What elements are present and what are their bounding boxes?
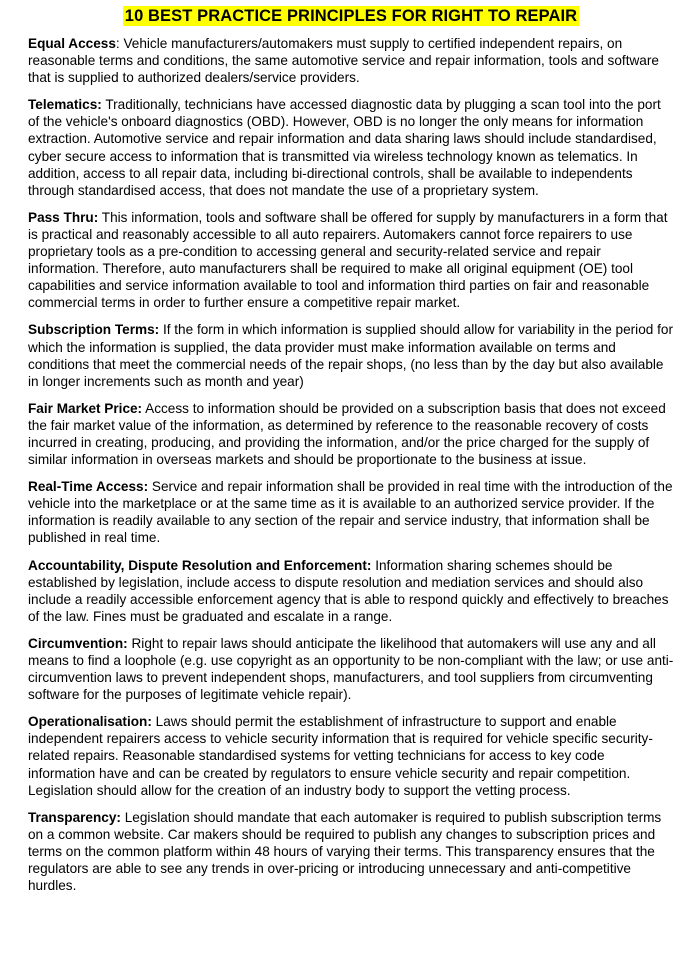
principle-text: Legislation should mandate that each automaker is required to publish subscription terms on a common website. Car makers should be required to publish any changes to subscription prices and terms on the common platform within 48 hours of varying their terms. This transparency ensures that the regulators are able to see any trends in over-pricing or introducing unnecessary and anti-competitive hurdles. [28,809,662,894]
principle-operationalisation [28,713,674,798]
principle-equal-access [28,35,674,86]
principle-text: Right to repair laws should anticipate the likelihood that automakers will use any and all means to find a loophole (e.g. use copyright as an opportunity to be non-compliant with the law; or use anti-circumvention laws to prevent independent shops, manufacturers, and tool suppliers from circumventing software for the purposes of legitimate vehicle repair). [28,635,674,703]
principle-text: This information, tools and software shall be offered for supply by manufacturers in a form that is practical and reasonably accessible to all auto repairers. Automakers cannot force repairers to use proprietary tools as a pre-condition to accessing general and security-related service and repair information. Therefore, auto manufacturers shall be required to make all original equipment (OE) tool capabilities and service information available to tool and information third parties on fair and reasonable commercial terms in order to further ensure a competitive repair market. [28,209,668,311]
principle-subscription-terms [28,321,674,389]
principle-term: Real-Time Access: [28,479,149,495]
principle-accountability [28,557,674,625]
principle-transparency [28,809,674,894]
principle-text: Traditionally, technicians have accessed diagnostic data by plugging a scan tool into the port of the vehicle's onboard diagnostics (OBD). However, OBD is no longer the only means for information extraction. Automotive service and repair information and data sharing laws should include standardised, cyber secure access to information that is transmitted via wireless technology known as telematics. In addition, access to all repair data, including bi-directional controls, shall be available to independents through standardised access, that does not mandate the use of a proprietary system. [28,97,661,198]
principle-fair-market-price [28,400,674,468]
principle-text: Vehicle manufacturers/automakers must supply to certified independent repairs, on reasonable terms and conditions, the same automotive service and repair information, tools and software that is supplied to authorized dealers/service providers. [28,36,659,86]
principle-term: Fair Market Price: [28,400,143,416]
document-title: 10 BEST PRACTICE PRINCIPLES FOR RIGHT TO REPAIR [124,7,578,25]
principle-term: Circumvention: [28,635,128,651]
principle-text: If the form in which information is supplied should allow for variability in the period for which the information is supplied, the data provider must make information available on terms and conditions that meet the commercial needs of the repair shops, (no less than by the day but also available in longer increments such as month and year) [28,322,673,389]
principle-text: Service and repair information shall be provided in real time with the introduction of the vehicle into the marketplace or at the same time as it is available to an authorized service provider. If the information is readily available to any section of the repair and service industry, that information shall be published in real time. [28,479,673,546]
principle-text: Information sharing schemes should be established by legislation, include access to dispute resolution and mediation services and should also include a readily accessible enforcement agency that is able to respond quickly and effectively to breaches of the law. Fines must be graduated and escalate in a range. [28,557,669,624]
principle-term: Pass Thru: [28,209,99,225]
principle-pass-thru [28,209,674,312]
principle-term: Subscription Terms: [28,322,160,338]
principle-telematics [28,96,674,199]
title-wrapper [28,6,674,26]
principle-circumvention [28,635,674,703]
principle-term: Telematics: [28,97,102,113]
principle-real-time-access [28,478,674,546]
principle-term: Equal Access [28,36,116,51]
principle-separator: : [115,36,124,51]
principle-text: Access to information should be provided on a subscription basis that does not exceed the fair market value of the information, as determined by reference to the reasonable recovery of costs incurred in creating, producing, and providing the information, and/or the price charged for the supply of similar information in overseas markets and should be proportionate to the business at issue. [28,400,666,468]
principle-term: Operationalisation: [28,714,152,730]
principle-term: Accountability, Dispute Resolution and Enforcement: [28,557,372,573]
principle-term: Transparency: [28,809,121,825]
principle-text: Laws should permit the establishment of infrastructure to support and enable independent repairers access to vehicle security information that is required for vehicle specific security-related repairs. Reasonable standardised systems for vetting technicians for access to key code information have and can be created by regulators to ensure vehicle security and repair competition. Legislation should allow for the creation of an industry body to support the vetting process. [28,714,653,798]
principles-list [28,35,674,894]
